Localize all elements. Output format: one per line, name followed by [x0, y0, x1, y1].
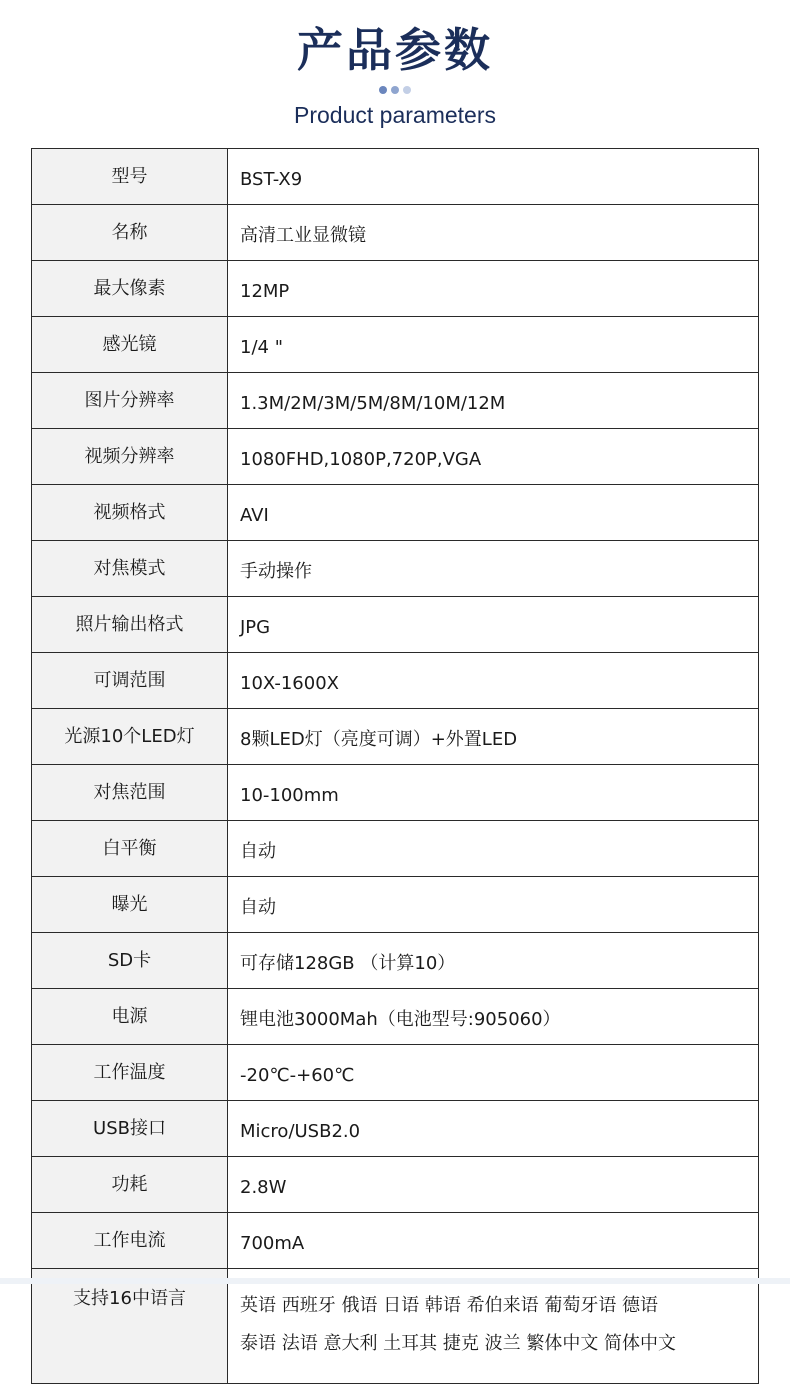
spec-row [32, 709, 759, 765]
spec-value: 锂电池3000Mah（电池型号:905060） [228, 989, 759, 1045]
spec-value: BST-X9 [228, 149, 759, 205]
spec-key: 对焦范围 [32, 765, 228, 821]
spec-key: 视频分辨率 [32, 429, 228, 485]
page-title: 产品参数 [297, 23, 493, 77]
dot-icon [379, 86, 387, 94]
languages-line-1: 英语 西班牙 俄语 日语 韩语 希伯来语 葡萄牙语 德语 [240, 1295, 659, 1316]
spec-value: 自动 [228, 821, 759, 877]
spec-row [32, 485, 759, 541]
spec-key: 型号 [32, 149, 228, 205]
spec-value: 12MP [228, 261, 759, 317]
spec-key: 支持16中语言 [32, 1269, 228, 1384]
spec-row [32, 1213, 759, 1269]
dot-icon [403, 86, 411, 94]
spec-row-languages [32, 1269, 759, 1384]
spec-value: Micro/USB2.0 [228, 1101, 759, 1157]
spec-row [32, 765, 759, 821]
spec-key: 感光镜 [32, 317, 228, 373]
spec-row [32, 821, 759, 877]
spec-row [32, 1157, 759, 1213]
spec-value: 2.8W [228, 1157, 759, 1213]
spec-value: 10X-1600X [228, 653, 759, 709]
dot-icon [391, 86, 399, 94]
spec-value: JPG [228, 597, 759, 653]
languages-line-2: 泰语 法语 意大利 土耳其 捷克 波兰 繁体中文 简体中文 [240, 1333, 677, 1354]
spec-row [32, 1045, 759, 1101]
spec-value: 手动操作 [228, 541, 759, 597]
spec-row [32, 261, 759, 317]
page-subtitle: Product parameters [294, 102, 496, 128]
decorative-dots [0, 86, 790, 98]
languages-value [228, 1269, 759, 1384]
spec-key: 图片分辨率 [32, 373, 228, 429]
spec-key: 最大像素 [32, 261, 228, 317]
spec-key: 可调范围 [32, 653, 228, 709]
spec-row [32, 933, 759, 989]
spec-row [32, 429, 759, 485]
spec-value: 700mA [228, 1213, 759, 1269]
spec-row [32, 653, 759, 709]
spec-value: 1/4 " [228, 317, 759, 373]
spec-row [32, 1101, 759, 1157]
spec-row [32, 205, 759, 261]
spec-value: 1080FHD,1080P,720P,VGA [228, 429, 759, 485]
spec-value: 1.3M/2M/3M/5M/8M/10M/12M [228, 373, 759, 429]
spec-key: 光源10个LED灯 [32, 709, 228, 765]
spec-value: AVI [228, 485, 759, 541]
spec-key: 对焦模式 [32, 541, 228, 597]
spec-key: 名称 [32, 205, 228, 261]
spec-key: 工作温度 [32, 1045, 228, 1101]
spec-row [32, 877, 759, 933]
spec-row [32, 373, 759, 429]
spec-key: 白平衡 [32, 821, 228, 877]
spec-key: 电源 [32, 989, 228, 1045]
spec-key: 曝光 [32, 877, 228, 933]
spec-value: 10-100mm [228, 765, 759, 821]
spec-key: USB接口 [32, 1101, 228, 1157]
spec-row [32, 317, 759, 373]
spec-key: 工作电流 [32, 1213, 228, 1269]
spec-value: 可存储128GB （计算10） [228, 933, 759, 989]
spec-table [31, 148, 759, 1384]
spec-row [32, 989, 759, 1045]
bottom-divider [0, 1278, 790, 1284]
spec-key: 照片输出格式 [32, 597, 228, 653]
spec-value: 8颗LED灯（亮度可调）+外置LED [228, 709, 759, 765]
page-header [0, 0, 790, 140]
spec-row [32, 149, 759, 205]
spec-value: -20℃-+60℃ [228, 1045, 759, 1101]
spec-row [32, 597, 759, 653]
spec-key: 视频格式 [32, 485, 228, 541]
spec-value: 自动 [228, 877, 759, 933]
spec-key: SD卡 [32, 933, 228, 989]
spec-key: 功耗 [32, 1157, 228, 1213]
spec-row [32, 541, 759, 597]
spec-value: 高清工业显微镜 [228, 205, 759, 261]
